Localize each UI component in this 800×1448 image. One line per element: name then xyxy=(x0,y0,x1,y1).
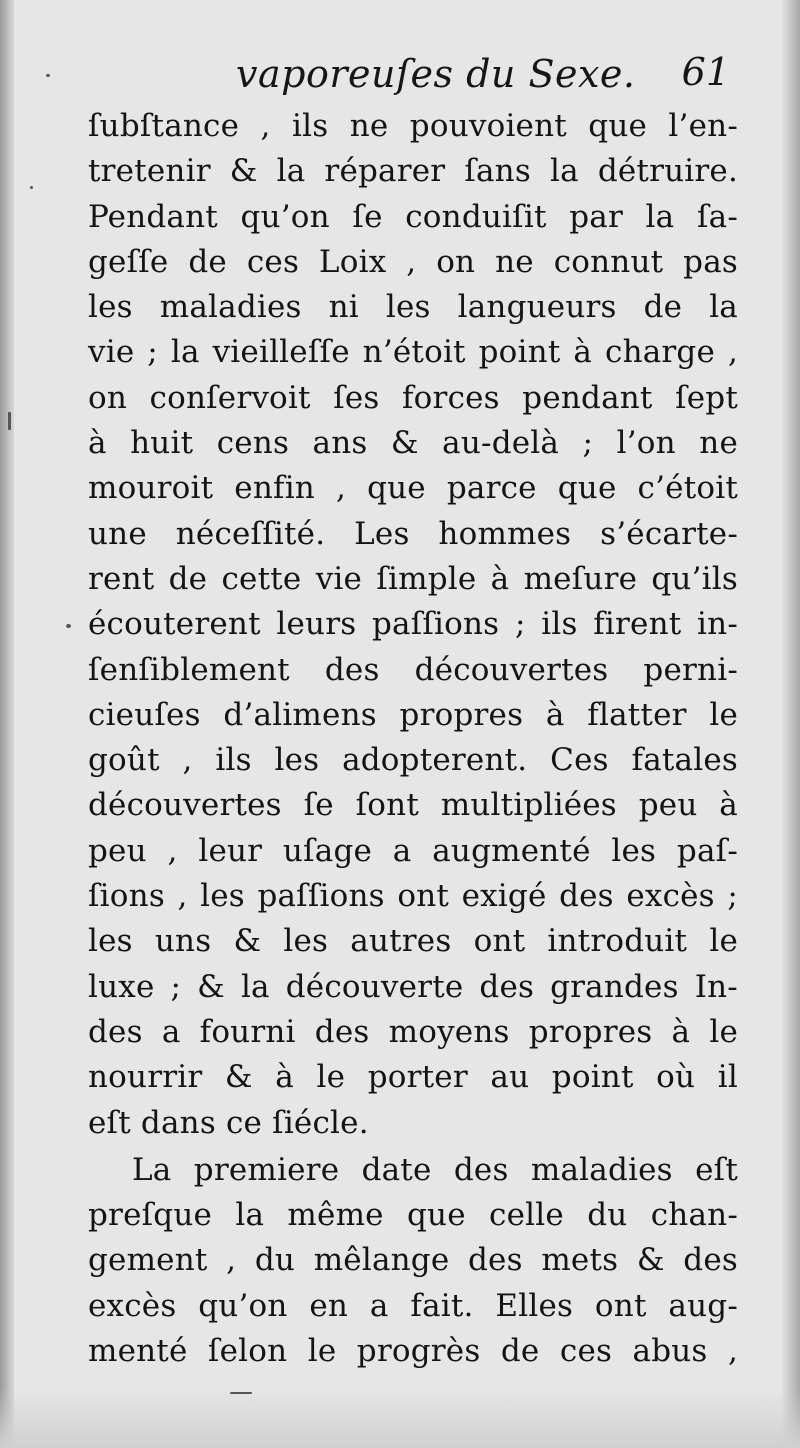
text-line: on conſervoit ſes forces pendant ſept xyxy=(88,379,738,416)
text-line: peu , leur uſage a augmenté les paſ- xyxy=(88,832,738,869)
body-text xyxy=(88,104,738,1374)
text-line: à huit cens ans & au-delà ; l’on ne xyxy=(88,425,738,462)
paper-speck xyxy=(46,74,50,77)
text-line: les maladies ni les langueurs de la xyxy=(88,289,738,326)
page-number: 61 xyxy=(681,50,730,94)
page-bottom-shade xyxy=(0,1388,800,1448)
text-line: La premiere date des maladies eſt xyxy=(132,1151,738,1188)
text-line: ſions , les paſſions ont exigé des excès ; xyxy=(88,878,738,915)
text-line: vie ; la vieilleſſe n’étoit point à charge , xyxy=(88,334,738,371)
paper-speck xyxy=(66,624,71,628)
text-line: geſſe de ces Loix , on ne connut pas xyxy=(88,243,738,280)
text-line: goût , ils les adopterent. Ces fatales xyxy=(88,742,738,779)
text-line: ſenſiblement des découvertes perni- xyxy=(88,651,738,688)
text-line: cieuſes d’alimens propres à flatter le xyxy=(88,696,738,733)
text-line: mouroit enfin , que parce que c’étoit xyxy=(88,470,738,507)
text-line: rent de cette vie ſimple à meſure qu’ils xyxy=(88,560,738,597)
text-line: menté ſelon le progrès de ces abus , xyxy=(88,1333,738,1370)
text-line: gement , du mêlange des mets & des xyxy=(88,1242,738,1279)
paper-speck xyxy=(30,186,33,189)
text-line: des a fourni des moyens propres à le xyxy=(88,1013,738,1050)
paper-speck xyxy=(8,412,11,430)
page-left-edge xyxy=(0,0,14,1448)
text-line: excès qu’on en a fait. Elles ont aug- xyxy=(88,1287,738,1324)
text-line: nourrir & à le porter au point où il xyxy=(88,1059,738,1096)
text-line: luxe ; & la découverte des grandes In- xyxy=(88,968,738,1005)
page-right-edge xyxy=(782,0,800,1448)
text-line: preſque la même que celle du chan- xyxy=(88,1197,738,1234)
text-line: Pendant qu’on ſe conduiſit par la ſa- xyxy=(88,198,738,235)
running-head: vaporeuſes du Sexe. xyxy=(236,52,636,96)
paper-speck xyxy=(230,1392,252,1394)
text-line: découvertes ſe ſont multipliées peu à xyxy=(88,787,738,824)
text-line: les uns & les autres ont introduit le xyxy=(88,923,738,960)
text-line: eſt dans ce ſiécle. xyxy=(88,1104,369,1141)
page-header xyxy=(88,46,738,106)
text-line: tretenir & la réparer ſans la détruire. xyxy=(88,153,738,190)
text-line: ſubſtance , ils ne pouvoient que l’en- xyxy=(88,108,738,144)
text-line: écouterent leurs paſſions ; ils firent in- xyxy=(88,606,738,643)
text-line: une néceſſité. Les hommes s’écarte- xyxy=(88,515,738,552)
